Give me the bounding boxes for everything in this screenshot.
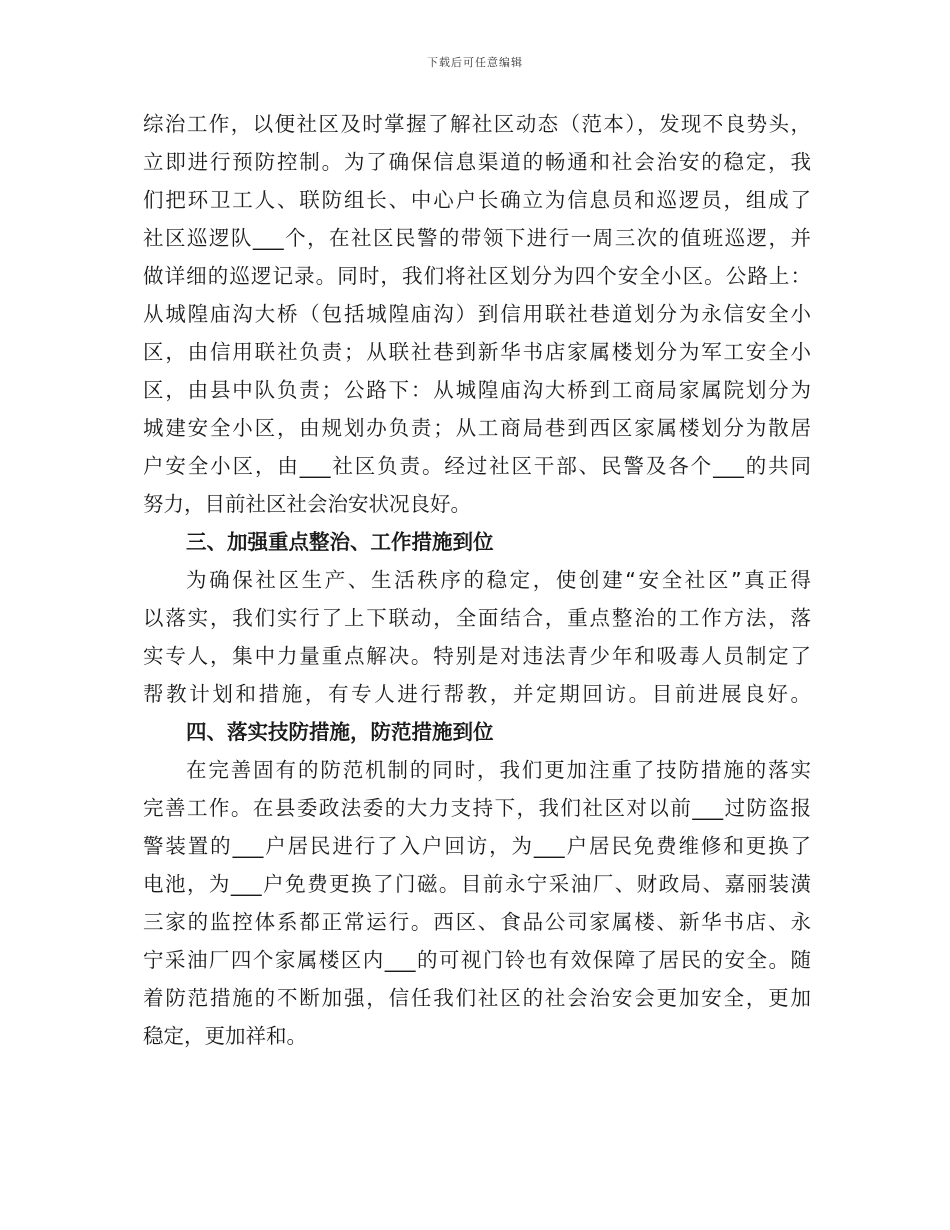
- body-line: 宁采油厂四个家属楼区内___的可视门铃也有效保障了居民的安全。随: [143, 948, 811, 972]
- header-note: 下载后可任意编辑: [427, 56, 523, 69]
- body-line: 电池，为___户免费更换了门磁。目前永宁采油厂、财政局、嘉丽装潢: [143, 872, 811, 896]
- body-line: 立即进行预防控制。为了确保信息渠道的畅通和社会治安的稳定，我: [143, 150, 811, 174]
- body-line: 户安全小区，由___社区负责。经过社区干部、民警及各个___的共同: [143, 454, 811, 478]
- section-heading: 三、加强重点整治、工作措施到位: [186, 530, 494, 554]
- body-line: 努力，目前社区社会治安状况良好。: [143, 492, 471, 516]
- body-line: 城建安全小区，由规划办负责；从工商局巷到西区家属楼划分为散居: [143, 416, 811, 440]
- body-line: 区，由县中队负责；公路下：从城隍庙沟大桥到工商局家属院划分为: [143, 378, 811, 402]
- body-line: 三家的监控体系都正常运行。西区、食品公司家属楼、新华书店、永: [143, 910, 811, 934]
- body-line: 稳定，更加祥和。: [143, 1024, 307, 1048]
- body-line: 着防范措施的不断加强，信任我们社区的社会治安会更加安全，更加: [143, 986, 811, 1010]
- body-line: 帮教计划和措施，有专人进行帮教，并定期回访。目前进展良好。: [143, 682, 811, 706]
- body-line: 社区巡逻队___个，在社区民警的带领下进行一周三次的值班巡逻，并: [143, 226, 811, 250]
- document-body: [143, 105, 811, 1055]
- body-line: 区，由信用联社负责；从联社巷到新华书店家属楼划分为军工安全小: [143, 340, 811, 364]
- body-line: 在完善固有的防范机制的同时，我们更加注重了技防措施的落实: [186, 758, 811, 782]
- body-line: 做详细的巡逻记录。同时，我们将社区划分为四个安全小区。公路上：: [143, 264, 811, 288]
- body-line: 以落实，我们实行了上下联动，全面结合，重点整治的工作方法，落: [143, 606, 811, 630]
- body-line: 警装置的___户居民进行了入户回访，为___户居民免费维修和更换了: [143, 834, 811, 858]
- body-line: 综治工作，以便社区及时掌握了解社区动态（范本），发现不良势头，: [143, 112, 811, 136]
- section-heading: 四、落实技防措施，防范措施到位: [186, 720, 494, 744]
- body-line: 为确保社区生产、生活秩序的稳定，使创建“安全社区”真正得: [186, 568, 811, 592]
- body-line: 完善工作。在县委政法委的大力支持下，我们社区对以前___过防盗报: [143, 796, 811, 820]
- body-line: 们把环卫工人、联防组长、中心户长确立为信息员和巡逻员，组成了: [143, 188, 811, 212]
- body-line: 从城隍庙沟大桥（包括城隍庙沟）到信用联社巷道划分为永信安全小: [143, 302, 811, 326]
- body-line: 实专人，集中力量重点解决。特别是对违法青少年和吸毒人员制定了: [143, 644, 811, 668]
